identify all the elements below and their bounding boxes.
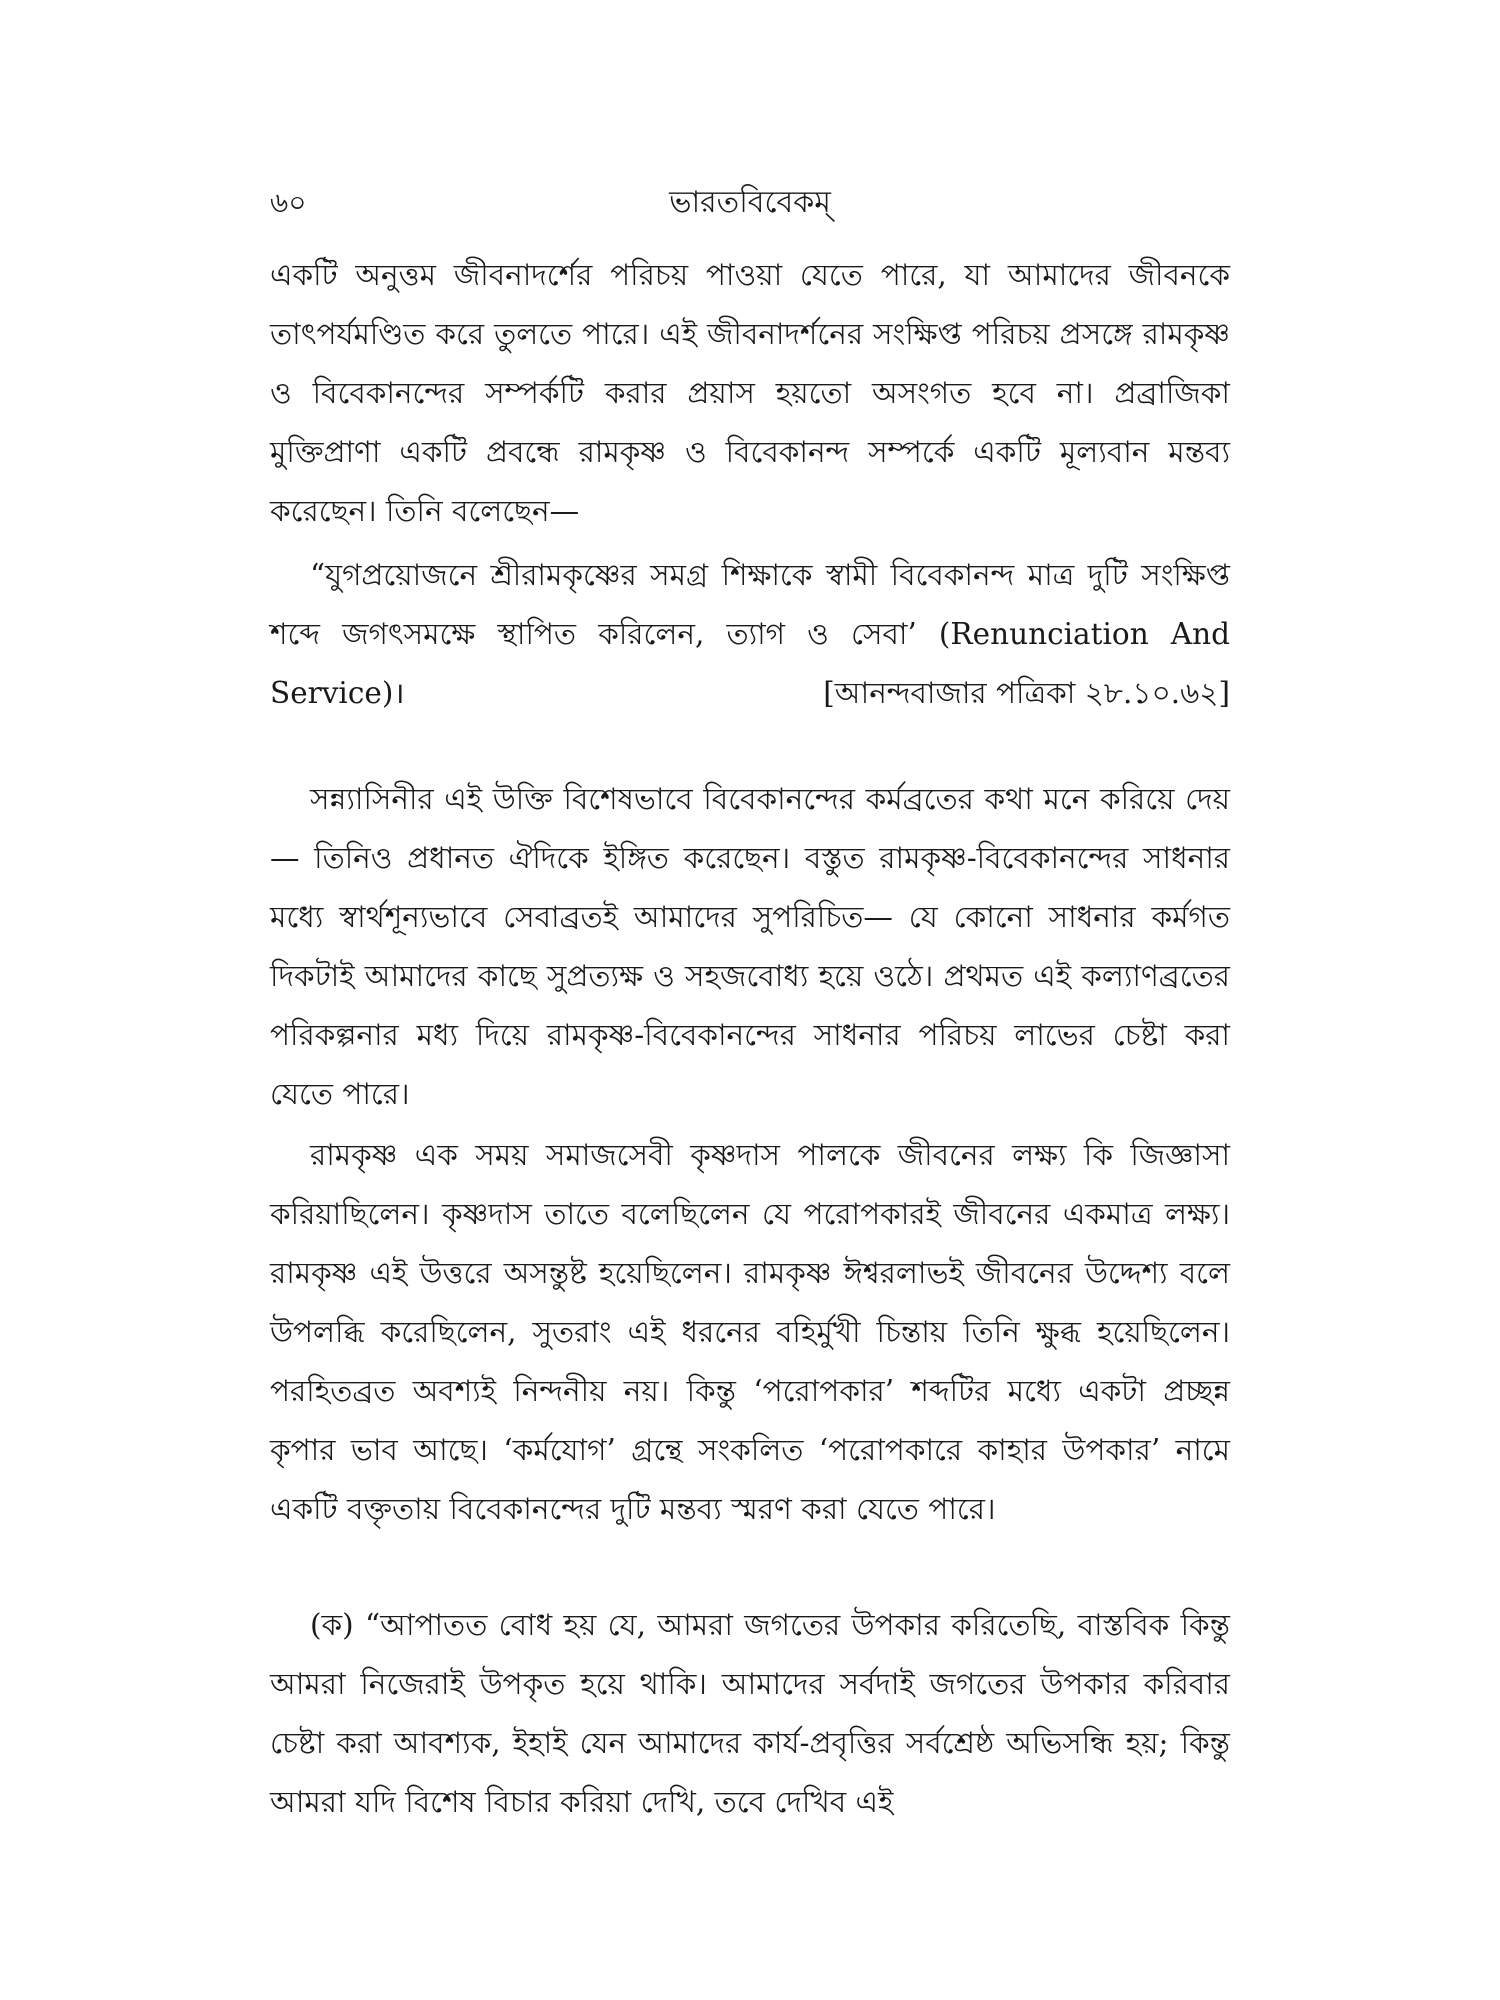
paragraph-intro: একটি অনুত্তম জীবনাদর্শের পরিচয় পাওয়া যেতে পারে, যা আমাদের জীবনকে তাৎপর্যমণ্ডিত করে তুলতে পারে। এই জীবনাদর্শনের সংক্ষিপ্ত পরিচয় প্রসঙ্গে রামকৃষ্ণ ও বিবেকানন্দের সম্পর্কটি করার প্রয়াস হয়তো অসংগত হবে না। প্রব্রাজিকা মুক্তিপ্রাণা একটি প্রবন্ধে রামকৃষ্ণ ও বিবেকানন্দ সম্পর্কে একটি মূল্যবান মন্তব্য করেছেন। তিনি বলেছেন—: [270, 258, 1230, 528]
page-number: ৬০: [270, 186, 307, 219]
paragraph-ramakrishna: রামকৃষ্ণ এক সময় সমাজসেবী কৃষ্ণদাস পালকে জীবনের লক্ষ্য কি জিজ্ঞাসা করিয়াছিলেন। কৃষ্ণদাস তাতে বলেছিলেন যে পরোপকারই জীবনের একমাত্র লক্ষ্য। রামকৃষ্ণ এই উত্তরে অসন্তুষ্ট হয়েছিলেন। রামকৃষ্ণ ঈশ্বরলাভই জীবনের উদ্দেশ্য বলে উপলব্ধি করেছিলেন, সুতরাং এই ধরনের বহির্মুখী চিন্তায় তিনি ক্ষুব্ধ হয়েছিলেন। পরহিতব্রত অবশ্যই নিন্দনীয় নয়। কিন্তু ‘পরোপকার’ শব্দটির মধ্যে একটা প্রচ্ছন্ন কৃপার ভাব আছে। ‘কর্মযোগ’ গ্রন্থে সংকলিত ‘পরোপকারে কাহার উপকার’ নামে একটি বক্তৃতায় বিবেকানন্দের দুটি মন্তব্য স্মরণ করা যেতে পারে।: [270, 1138, 1230, 1526]
block-quote: [270, 546, 1230, 723]
paragraph-ka: (ক) “আপাতত বোধ হয় যে, আমরা জগতের উপকার করিতেছি, বাস্তবিক কিন্তু আমরা নিজেরাই উপকৃত হয়ে থাকি। আমাদের সর্বদাই জগতের উপকার করিবার চেষ্টা করা আবশ্যক, ইহাই যেন আমাদের কার্য-প্রবৃত্তির সর্বশ্রেষ্ঠ অভিসন্ধি হয়; কিন্তু আমরা যদি বিশেষ বিচার করিয়া দেখি, তবে দেখিব এই: [270, 1608, 1230, 1819]
quote-citation: [আনন্দবাজার পত্রিকা ২৮.১০.৬২]: [823, 676, 1230, 710]
quote-text: “যুগপ্রয়োজনে শ্রীরামকৃষ্ণের সমগ্র শিক্ষাকে স্বামী বিবেকানন্দ মাত্র দুটি সংক্ষিপ্ত শব্দে জগৎসমক্ষে স্থাপিত করিলেন, ত্যাগ ও সেবা’ (Renunciation And Service)।: [270, 558, 1230, 710]
paragraph-sannyasini: সন্ন্যাসিনীর এই উক্তি বিশেষভাবে বিবেকানন্দের কর্মব্রতের কথা মনে করিয়ে দেয়— তিনিও প্রধানত ঐদিকে ইঙ্গিত করেছেন। বস্তুত রামকৃষ্ণ-বিবেকানন্দের সাধনার মধ্যে স্বার্থশূন্যভাবে সেবাব্রতই আমাদের সুপরিচিত— যে কোনো সাধনার কর্মগত দিকটাই আমাদের কাছে সুপ্রত্যক্ষ ও সহজবোধ্য হয়ে ওঠে। প্রথমত এই কল্যাণব্রতের পরিকল্পনার মধ্য দিয়ে রামকৃষ্ণ-বিবেকানন্দের সাধনার পরিচয় লাভের চেষ্টা করা যেতে পারে।: [270, 782, 1230, 1111]
page-header: [270, 175, 1230, 231]
running-title: ভারতবিবেকম্: [669, 185, 831, 220]
